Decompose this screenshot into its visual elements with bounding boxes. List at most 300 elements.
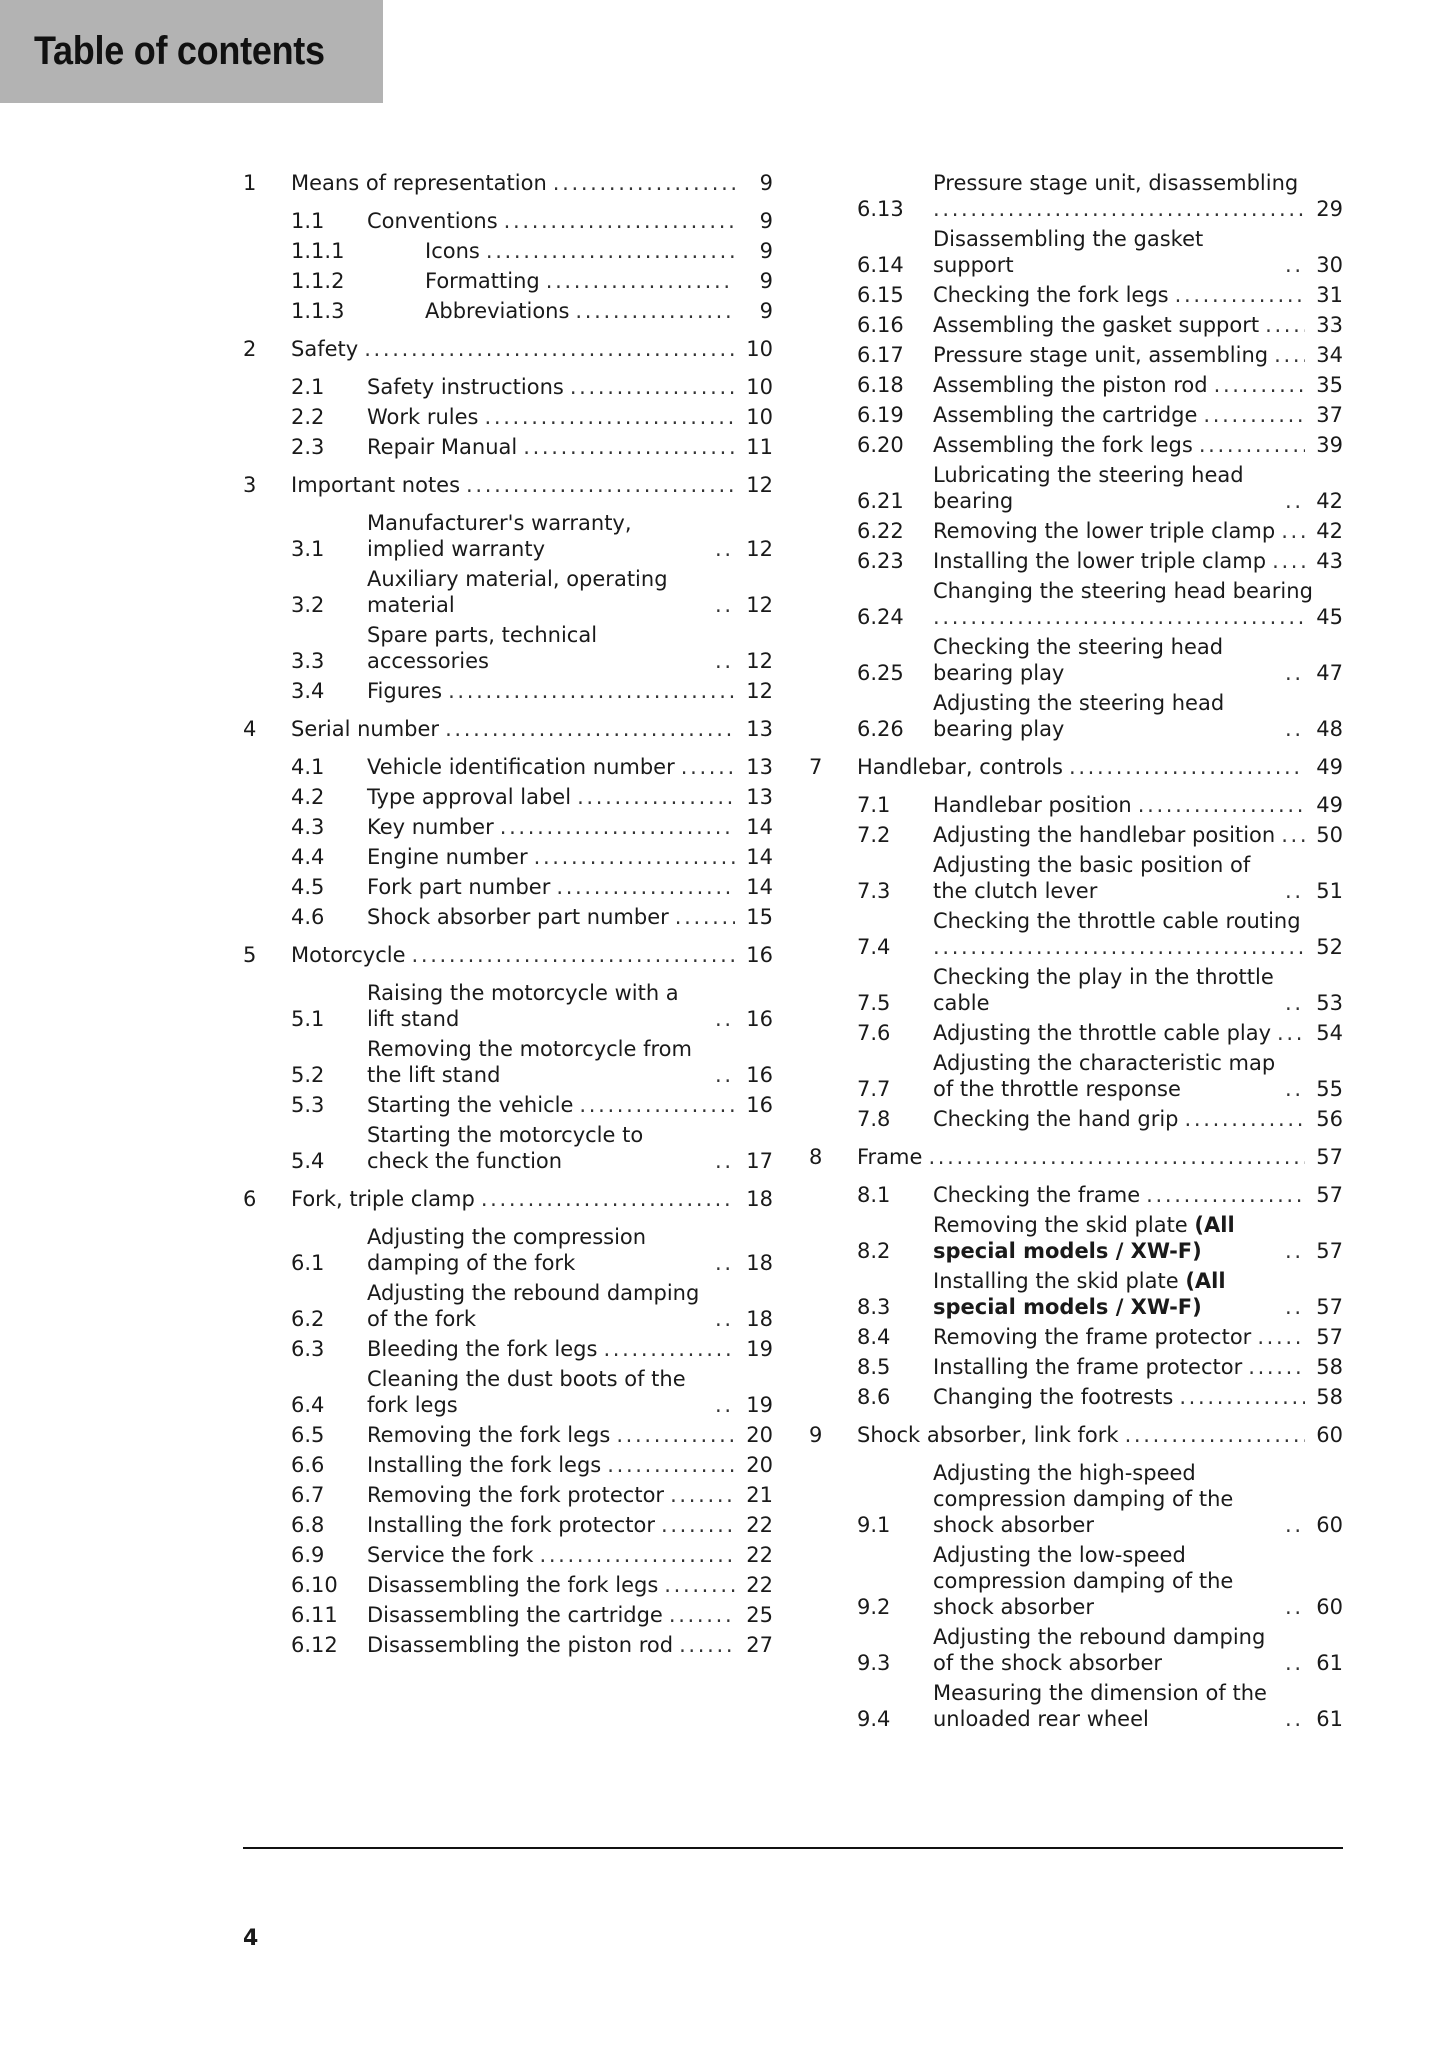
- toc-entry[interactable]: [243, 1452, 773, 1478]
- toc-entry[interactable]: [809, 1324, 1343, 1350]
- entry-text: [933, 1354, 1343, 1380]
- toc-entry[interactable]: [809, 852, 1343, 904]
- entry-title-text: Handlebar position: [933, 793, 1132, 817]
- entry-number: 3.2: [291, 593, 325, 617]
- entry-number: 1.1.2: [291, 269, 345, 293]
- toc-chapter[interactable]: [809, 1144, 1343, 1170]
- entry-page: 14: [746, 815, 773, 839]
- entry-title: [396, 298, 569, 324]
- entry-title: [933, 822, 1275, 848]
- toc-entry[interactable]: [809, 1050, 1343, 1102]
- leader-dots: [539, 1542, 735, 1568]
- entry-text: [367, 1512, 773, 1538]
- entry-title: [933, 852, 1279, 904]
- entry-title-text: Abbreviations: [425, 299, 570, 323]
- entry-text: [857, 754, 1343, 780]
- leader-dots: [500, 814, 735, 840]
- leader-dots: [1285, 1512, 1305, 1538]
- toc-entry[interactable]: [243, 208, 773, 234]
- leader-dots: [485, 404, 736, 430]
- entry-title-text: Assembling the fork legs: [933, 433, 1193, 457]
- entry-text: [933, 170, 1343, 222]
- entry-page: 12: [746, 679, 773, 703]
- toc-entry[interactable]: [809, 312, 1343, 338]
- entry-title-text: Checking the steering head bearing play: [933, 635, 1224, 685]
- entry-title: [367, 1122, 709, 1174]
- leader-dots: [579, 1092, 735, 1118]
- leader-dots: [1285, 1238, 1305, 1264]
- entry-number: 8.1: [857, 1183, 891, 1207]
- entry-title: [367, 1366, 709, 1418]
- entry-page: 34: [1316, 343, 1343, 367]
- entry-title-text: Changing the footrests: [933, 1385, 1174, 1409]
- entry-page: 16: [746, 1007, 773, 1031]
- toc-entry[interactable]: [243, 1512, 773, 1538]
- entry-page: 48: [1316, 717, 1343, 741]
- entry-title-text: Vehicle identification number: [367, 755, 675, 779]
- entry-number: 2.1: [291, 375, 325, 399]
- entry-title: [933, 908, 1343, 934]
- toc-entry[interactable]: [809, 1020, 1343, 1046]
- leader-dots: [715, 1062, 735, 1088]
- leader-dots: [1185, 1106, 1305, 1132]
- entry-number: 9.3: [857, 1651, 891, 1675]
- toc-entry[interactable]: [809, 342, 1343, 368]
- entry-title-text: Conventions: [367, 209, 498, 233]
- entry-text: [933, 792, 1343, 818]
- footer-rule: [243, 1847, 1343, 1849]
- leader-dots: [556, 874, 735, 900]
- leader-dots: [1175, 282, 1305, 308]
- entry-title: [933, 1624, 1279, 1676]
- leader-dots: [486, 238, 735, 264]
- entry-number: 5.4: [291, 1149, 325, 1173]
- entry-text: [367, 1036, 773, 1088]
- toc-chapter[interactable]: [809, 754, 1343, 780]
- entry-title-text: Installing the skid plate: [933, 1269, 1186, 1293]
- entry-text: [933, 964, 1343, 1016]
- entry-text: [933, 1106, 1343, 1132]
- toc-entry[interactable]: [809, 1354, 1343, 1380]
- entry-text: [367, 1602, 773, 1628]
- entry-page: 35: [1316, 373, 1343, 397]
- entry-title-text: Safety: [291, 337, 359, 361]
- toc-entry[interactable]: [243, 510, 773, 562]
- entry-page: 12: [746, 537, 773, 561]
- toc-entry[interactable]: [243, 1280, 773, 1332]
- leader-dots: [1281, 822, 1305, 848]
- entry-number: 3.4: [291, 679, 325, 703]
- entry-text: [367, 1542, 773, 1568]
- entry-page: 12: [746, 473, 773, 497]
- entry-title: [857, 754, 1063, 780]
- toc-chapter[interactable]: [243, 1186, 773, 1212]
- entry-text: [933, 342, 1343, 368]
- entry-number: 1: [243, 171, 257, 195]
- toc-entry[interactable]: [243, 814, 773, 840]
- toc-entry[interactable]: [809, 1542, 1343, 1620]
- entry-title: [933, 1106, 1179, 1132]
- entry-page: 16: [746, 1093, 773, 1117]
- leader-dots: [1265, 312, 1305, 338]
- entry-number: 1.1.1: [291, 239, 345, 263]
- entry-page: 54: [1316, 1021, 1343, 1045]
- entry-text: [933, 462, 1343, 514]
- leader-dots: [1138, 792, 1305, 818]
- entry-text: [367, 980, 773, 1032]
- entry-page: 47: [1316, 661, 1343, 685]
- toc-entry[interactable]: [809, 964, 1343, 1016]
- toc-entry[interactable]: [243, 754, 773, 780]
- entry-page: 20: [746, 1423, 773, 1447]
- entry-number: 8.2: [857, 1239, 891, 1263]
- entry-title: [291, 170, 547, 196]
- entry-number: 6.16: [857, 313, 904, 337]
- toc-entry[interactable]: [243, 1092, 773, 1118]
- entry-title-text: Repair Manual: [367, 435, 518, 459]
- entry-number: 4.5: [291, 875, 325, 899]
- entry-title-text: Removing the frame protector: [933, 1325, 1252, 1349]
- entry-text: [933, 1324, 1343, 1350]
- toc-entry[interactable]: [809, 462, 1343, 514]
- entry-title-text: Bleeding the fork legs: [367, 1337, 598, 1361]
- entry-page: 25: [746, 1603, 773, 1627]
- entry-title: [933, 432, 1193, 458]
- entry-page: 11: [746, 435, 773, 459]
- leader-dots: [933, 604, 1305, 630]
- entry-title-text: Removing the skid plate: [933, 1213, 1195, 1237]
- entry-text: [367, 754, 773, 780]
- entry-text: [933, 578, 1343, 630]
- entry-title-text: Removing the lower triple clamp: [933, 519, 1276, 543]
- entry-page: 29: [1316, 197, 1343, 221]
- entry-title: [933, 518, 1275, 544]
- entry-number: 4.1: [291, 755, 325, 779]
- entry-text: [367, 678, 773, 704]
- entry-text: [367, 404, 773, 430]
- entry-title: [933, 1050, 1279, 1102]
- entry-title-text: Adjusting the low-speed compression damping of the shock absorber: [933, 1543, 1234, 1619]
- toc-entry[interactable]: [809, 226, 1343, 278]
- toc-entry[interactable]: [243, 1422, 773, 1448]
- entry-page: 33: [1316, 313, 1343, 337]
- entry-page: 9: [759, 299, 773, 323]
- toc-entry[interactable]: [809, 432, 1343, 458]
- entry-title-text: Work rules: [367, 405, 479, 429]
- toc-entry[interactable]: [809, 1106, 1343, 1132]
- entry-title: [367, 1452, 601, 1478]
- entry-number: 9: [809, 1423, 823, 1447]
- leader-dots: [1285, 1650, 1305, 1676]
- entry-title: [367, 844, 528, 870]
- entry-number: 6.7: [291, 1483, 325, 1507]
- entry-text: [933, 518, 1343, 544]
- entry-page: 9: [759, 209, 773, 233]
- entry-page: 27: [746, 1633, 773, 1657]
- entry-number: 2.3: [291, 435, 325, 459]
- leader-dots: [412, 942, 736, 968]
- toc-entry[interactable]: [809, 578, 1343, 630]
- toc-entry[interactable]: [809, 1460, 1343, 1538]
- toc-entry[interactable]: [243, 1036, 773, 1088]
- entry-page: 13: [746, 755, 773, 779]
- toc-chapter[interactable]: [243, 716, 773, 742]
- entry-text: [291, 942, 773, 968]
- entry-text: [367, 1224, 773, 1276]
- entry-number: 7.2: [857, 823, 891, 847]
- toc-entry[interactable]: [809, 822, 1343, 848]
- entry-title-text: Important notes: [291, 473, 461, 497]
- toc-entry[interactable]: [243, 268, 773, 294]
- entry-title: [367, 980, 709, 1032]
- leader-dots: [933, 196, 1305, 222]
- entry-title-text: Spare parts, technical accessories: [367, 623, 598, 673]
- entry-page: 19: [746, 1393, 773, 1417]
- entry-title-text: Engine number: [367, 845, 528, 869]
- entry-page: 13: [746, 785, 773, 809]
- toc-entry[interactable]: [243, 980, 773, 1032]
- entry-number: 7: [809, 755, 823, 779]
- entry-page: 14: [746, 875, 773, 899]
- toc-entry[interactable]: [809, 1384, 1343, 1410]
- entry-number: 8.6: [857, 1385, 891, 1409]
- leader-dots: [577, 784, 735, 810]
- entry-title: [933, 964, 1279, 1016]
- entry-title: [291, 942, 406, 968]
- toc-entry[interactable]: [243, 784, 773, 810]
- entry-text: [396, 298, 773, 324]
- entry-number: 6.20: [857, 433, 904, 457]
- entry-text: [367, 904, 773, 930]
- entry-text: [367, 874, 773, 900]
- entry-title: [367, 754, 675, 780]
- toc-column-right: [809, 170, 1343, 1732]
- entry-title: [933, 312, 1259, 338]
- entry-title-text: Means of representation: [291, 171, 547, 195]
- toc-entry[interactable]: [809, 170, 1343, 222]
- toc-entry[interactable]: [809, 908, 1343, 960]
- toc-entry[interactable]: [243, 374, 773, 400]
- toc-entry[interactable]: [809, 792, 1343, 818]
- leader-dots: [448, 678, 735, 704]
- toc-entry[interactable]: [243, 1224, 773, 1276]
- entry-number: 3: [243, 473, 257, 497]
- entry-number: 6.10: [291, 1573, 338, 1597]
- entry-page: 49: [1316, 755, 1343, 779]
- toc-entry[interactable]: [243, 1122, 773, 1174]
- leader-dots: [715, 1250, 735, 1276]
- toc-entry[interactable]: [243, 434, 773, 460]
- entry-text: [933, 1050, 1343, 1102]
- leader-dots: [445, 716, 735, 742]
- entry-title-text: Checking the fork legs: [933, 283, 1169, 307]
- entry-title-text: Raising the motorcycle with a lift stand: [367, 981, 679, 1031]
- toc-column-left: [243, 170, 773, 1658]
- leader-dots: [1285, 1294, 1305, 1320]
- toc-entry[interactable]: [809, 518, 1343, 544]
- entry-page: 57: [1316, 1183, 1343, 1207]
- entry-number: 8: [809, 1145, 823, 1169]
- entry-number: 4.6: [291, 905, 325, 929]
- leader-dots: [675, 904, 735, 930]
- toc-entry[interactable]: [809, 1212, 1343, 1264]
- entry-number: 5.1: [291, 1007, 325, 1031]
- leader-dots: [570, 374, 735, 400]
- entry-title-text: Installing the lower triple clamp: [933, 549, 1267, 573]
- entry-title-text: Disassembling the piston rod: [367, 1633, 674, 1657]
- entry-text: [396, 238, 773, 264]
- entry-number: 4.2: [291, 785, 325, 809]
- entry-title: [933, 1680, 1279, 1732]
- toc-entry[interactable]: [243, 874, 773, 900]
- leader-dots: [664, 1572, 735, 1598]
- entry-page: 18: [746, 1251, 773, 1275]
- leader-dots: [715, 648, 735, 674]
- toc-entry[interactable]: [809, 1680, 1343, 1732]
- leader-dots: [679, 1632, 735, 1658]
- toc-entry[interactable]: [809, 372, 1343, 398]
- toc-chapter[interactable]: [243, 942, 773, 968]
- entry-text: [367, 622, 773, 674]
- page-title: Table of contents: [34, 29, 325, 73]
- entry-number: 2: [243, 337, 257, 361]
- entry-number: 6.24: [857, 605, 904, 629]
- entry-number: 6.2: [291, 1307, 325, 1331]
- toc-entry[interactable]: [243, 844, 773, 870]
- entry-page: 31: [1316, 283, 1343, 307]
- toc-entry[interactable]: [243, 622, 773, 674]
- entry-title-text: Fork, triple clamp: [291, 1187, 475, 1211]
- toc-entry[interactable]: [243, 1542, 773, 1568]
- entry-title-text: Service the fork: [367, 1543, 534, 1567]
- entry-text: [933, 1268, 1343, 1320]
- toc-chapter[interactable]: [809, 1422, 1343, 1448]
- entry-title-text: Adjusting the high-speed compression damping of the shock absorber: [933, 1461, 1234, 1537]
- entry-page: 42: [1316, 519, 1343, 543]
- entry-number: 6.4: [291, 1393, 325, 1417]
- toc-entry[interactable]: [243, 1336, 773, 1362]
- toc-entry[interactable]: [243, 1572, 773, 1598]
- toc-entry[interactable]: [809, 282, 1343, 308]
- entry-title: [291, 716, 439, 742]
- toc-entry[interactable]: [809, 402, 1343, 428]
- entry-title-text: Starting the motorcycle to check the function: [367, 1123, 644, 1173]
- leader-dots: [504, 208, 735, 234]
- entry-title: [933, 1542, 1279, 1620]
- toc-chapter[interactable]: [243, 472, 773, 498]
- entry-title-text: Removing the fork legs: [367, 1423, 611, 1447]
- entry-number: 7.1: [857, 793, 891, 817]
- entry-title-text: Type approval label: [367, 785, 572, 809]
- leader-dots: [1277, 1020, 1305, 1046]
- entry-number: 8.3: [857, 1295, 891, 1319]
- entry-title: [396, 268, 540, 294]
- toc-entry[interactable]: [809, 634, 1343, 686]
- leader-dots: [1257, 1324, 1305, 1350]
- entry-page: 39: [1316, 433, 1343, 457]
- toc-entry[interactable]: [809, 690, 1343, 742]
- entry-text: [367, 434, 773, 460]
- entry-number: 9.4: [857, 1707, 891, 1731]
- leader-dots: [1285, 488, 1305, 514]
- entry-number: 3.3: [291, 649, 325, 673]
- entry-number: 6.6: [291, 1453, 325, 1477]
- entry-number: 7.6: [857, 1021, 891, 1045]
- entry-number: 2.2: [291, 405, 325, 429]
- toc-entry[interactable]: [243, 298, 773, 324]
- entry-number: 4: [243, 717, 257, 741]
- leader-dots: [1248, 1354, 1305, 1380]
- entry-text: [367, 1336, 773, 1362]
- toc-entry[interactable]: [243, 1602, 773, 1628]
- entry-number: 5.3: [291, 1093, 325, 1117]
- toc-entry[interactable]: [243, 238, 773, 264]
- toc-entry[interactable]: [243, 678, 773, 704]
- leader-dots: [481, 1186, 735, 1212]
- entry-title: [367, 1092, 573, 1118]
- entry-text: [367, 566, 773, 618]
- entry-page: 12: [746, 593, 773, 617]
- entry-text: [933, 1182, 1343, 1208]
- entry-page: 18: [746, 1187, 773, 1211]
- toc-entry[interactable]: [809, 1624, 1343, 1676]
- toc-entry[interactable]: [809, 1182, 1343, 1208]
- entry-page: 57: [1316, 1295, 1343, 1319]
- entry-text: [291, 472, 773, 498]
- entry-title-text: Disassembling the fork legs: [367, 1573, 659, 1597]
- toc-entry[interactable]: [809, 1268, 1343, 1320]
- toc-entry[interactable]: [243, 566, 773, 618]
- entry-title: [933, 1020, 1271, 1046]
- entry-title-text: Handlebar, controls: [857, 755, 1063, 779]
- entry-title: [367, 404, 479, 430]
- entry-title-text: Cleaning the dust boots of the fork legs: [367, 1367, 686, 1417]
- toc-entry[interactable]: [243, 1366, 773, 1418]
- entry-title-text: Adjusting the steering head bearing play: [933, 691, 1225, 741]
- toc-entry[interactable]: [243, 1632, 773, 1658]
- entry-page: 22: [746, 1573, 773, 1597]
- entry-text: [933, 634, 1343, 686]
- toc-entry[interactable]: [243, 404, 773, 430]
- entry-title: [367, 1542, 533, 1568]
- entry-page: 16: [746, 943, 773, 967]
- toc-chapter[interactable]: [243, 336, 773, 362]
- entry-number: 6.19: [857, 403, 904, 427]
- entry-text: [367, 784, 773, 810]
- entry-page: 61: [1316, 1651, 1343, 1675]
- entry-title-text: Changing the steering head bearing: [933, 579, 1313, 603]
- entry-title: [933, 1212, 1279, 1264]
- entry-title: [291, 336, 358, 362]
- entry-title-text: Adjusting the rebound damping of the fork: [367, 1281, 700, 1331]
- entry-title: [367, 1572, 658, 1598]
- leader-dots: [1203, 402, 1305, 428]
- entry-title-text: Installing the frame protector: [933, 1355, 1243, 1379]
- entry-number: 4.3: [291, 815, 325, 839]
- toc-entry[interactable]: [243, 904, 773, 930]
- entry-title: [367, 814, 494, 840]
- entry-title: [933, 792, 1132, 818]
- toc-entry[interactable]: [809, 548, 1343, 574]
- entry-page: 10: [746, 375, 773, 399]
- entry-number: 6.11: [291, 1603, 338, 1627]
- entry-text: [933, 226, 1343, 278]
- toc-entry[interactable]: [243, 1482, 773, 1508]
- entry-page: 10: [746, 337, 773, 361]
- entry-text: [933, 1020, 1343, 1046]
- toc-chapter[interactable]: [243, 170, 773, 196]
- entry-title-text: Shock absorber part number: [367, 905, 669, 929]
